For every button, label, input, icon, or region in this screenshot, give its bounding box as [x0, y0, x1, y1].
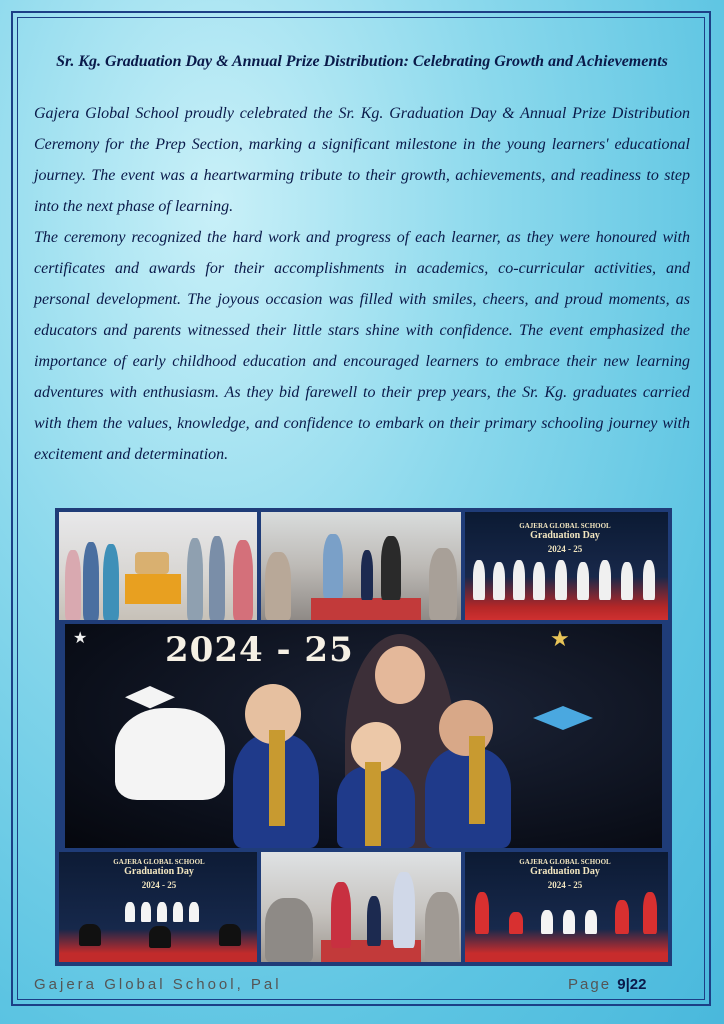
banner-title: Graduation Day: [530, 866, 600, 877]
trophy-icon: [365, 762, 381, 846]
stage-year-text: 2024 - 25: [165, 630, 354, 670]
photo-lamp-lighting: [59, 512, 257, 620]
banner-title: Graduation Day: [124, 866, 194, 877]
banner-title: Graduation Day: [530, 530, 600, 541]
trophy-icon: [469, 736, 485, 824]
banner-year: 2024 - 25: [547, 544, 583, 554]
banner-year: 2024 - 25: [547, 880, 583, 890]
page-total: |22: [625, 976, 647, 993]
article-heading: Sr. Kg. Graduation Day & Annual Prize Distribution: Celebrating Growth and Achievements: [56, 53, 668, 70]
page-current: 9: [617, 976, 626, 993]
photo-graduate-procession: [261, 852, 461, 962]
banner-year: 2024 - 25: [141, 880, 177, 890]
trophy-icon: [269, 730, 285, 826]
page-label: Page: [568, 976, 612, 993]
photo-stage-performance: [465, 512, 668, 620]
photo-trophy-winners: [65, 624, 662, 848]
banner-school-name: GAJERA GLOBAL SCHOOL: [519, 522, 611, 530]
paragraph-intro: Gajera Global School proudly celebrated the Sr. Kg. Graduation Day & Annual Prize Distribution Ceremony for the Prep Section, marking a significant milestone in the young learners' educational journey. The event was a heartwarming tribute to their growth, achievements, and readiness to step into the next phase of learning.: [34, 105, 690, 215]
paragraph-ceremony: The ceremony recognized the hard work and progress of each learner, as they were honoured with certificates and awards for their accomplishments in academics, co-curricular activities, and personal development. The joyous occasion was filled with smiles, cheers, and proud moments, as educators and parents witnessed their little stars shine with confidence. The event emphasized the importance of early childhood education and encouraged learners to embrace their new learning adventures with enthusiasm. As they bid farewell to their prep years, the Sr. Kg. graduates carried with them the values, knowledge, and confidence to embark on their primary schooling journey with excitement and determination.: [34, 229, 690, 463]
article-body: [34, 98, 690, 470]
banner-school-name: GAJERA GLOBAL SCHOOL: [519, 858, 611, 866]
child-silhouette: [115, 708, 225, 800]
footer-school-name: Gajera Global School, Pal: [34, 976, 282, 993]
star-icon: ★: [550, 626, 570, 651]
photo-stage-dance: [465, 852, 668, 962]
graduation-cap-icon: [533, 706, 593, 736]
star-icon: ★: [73, 630, 88, 647]
photo-collage: [55, 508, 672, 966]
photo-dance-performance: [59, 852, 257, 962]
footer-page-number: [568, 976, 646, 993]
photo-graduation-walk: [261, 512, 461, 620]
banner-school-name: GAJERA GLOBAL SCHOOL: [113, 858, 205, 866]
